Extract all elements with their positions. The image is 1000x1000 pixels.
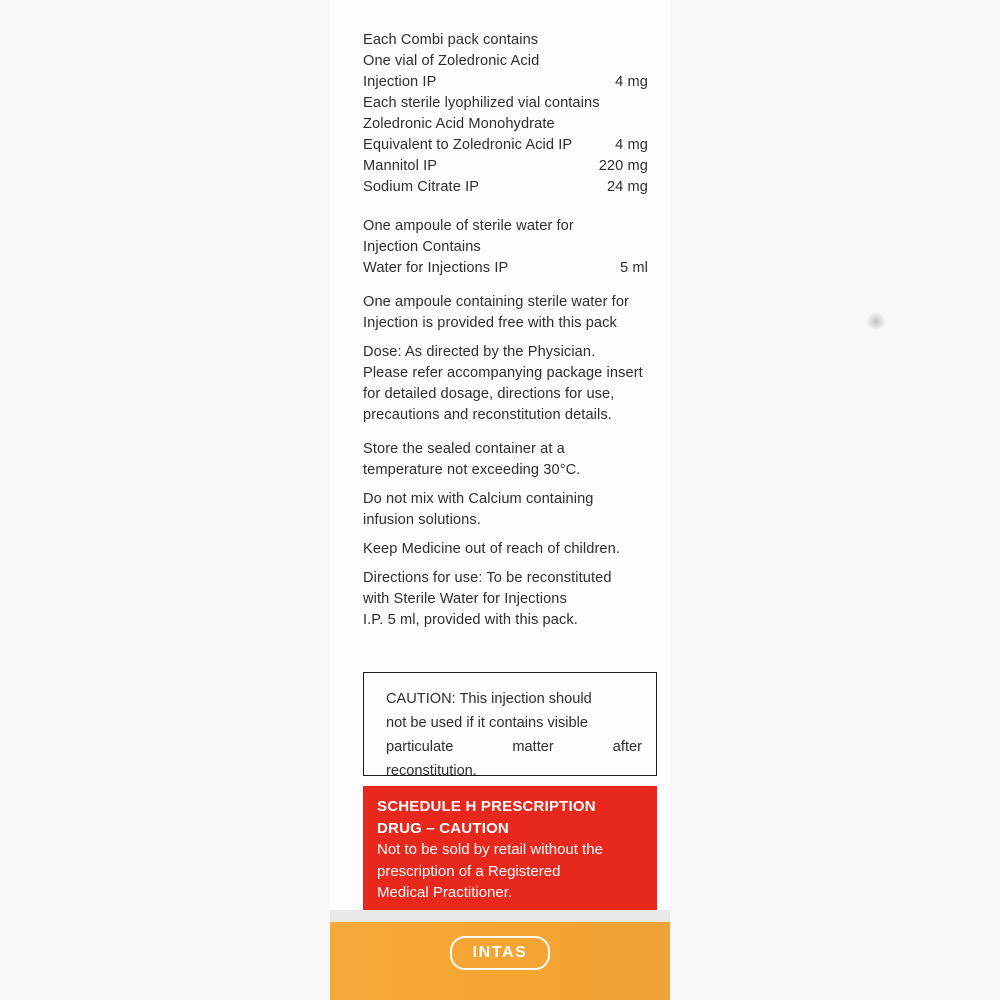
storage-line-1: Store the sealed container at a — [363, 441, 565, 457]
ingredient-row — [363, 135, 648, 156]
intas-logo: INTAS — [450, 936, 550, 970]
ingredient-row — [363, 177, 648, 198]
composition-block — [363, 30, 648, 198]
mixing-warning-line-2: infusion solutions. — [363, 512, 481, 528]
ampoule-block — [363, 216, 648, 279]
free-ampoule-block — [363, 292, 648, 334]
water-quantity-value: 5 ml — [620, 260, 648, 276]
ingredient-value: 220 mg — [598, 158, 648, 174]
carton-bottom-seam — [330, 910, 670, 922]
sterile-vial-line: Each sterile lyophilized vial contains — [363, 95, 600, 111]
dose-line-3: for detailed dosage, directions for use, — [363, 386, 615, 402]
vial-quantity-row — [363, 72, 648, 93]
vial-line: One vial of Zoledronic Acid — [363, 53, 540, 69]
caution-line-3-word-3: after — [612, 739, 642, 755]
schedule-h-heading-line-1: SCHEDULE H PRESCRIPTION — [377, 798, 596, 815]
ingredient-label: Sodium Citrate IP — [363, 179, 480, 195]
ingredient-label: Equivalent to Zoledronic Acid IP — [363, 137, 573, 153]
surface-smudge — [867, 312, 885, 330]
ingredient-label: Mannitol IP — [363, 158, 438, 174]
mixing-warning-block — [363, 489, 648, 531]
free-ampoule-line-1: One ampoule containing sterile water for — [363, 294, 630, 310]
caution-line-1: CAUTION: This injection should — [386, 691, 592, 707]
caution-line-3 — [386, 735, 642, 759]
ingredient-row — [363, 156, 648, 177]
vial-quantity-label: Injection IP — [363, 74, 437, 90]
caution-line-4: reconstitution. — [386, 763, 477, 779]
dose-line-2: Please refer accompanying package insert — [363, 365, 643, 381]
storage-block — [363, 439, 648, 481]
children-warning-line: Keep Medicine out of reach of children. — [363, 541, 621, 557]
storage-line-2: temperature not exceeding 30°C. — [363, 462, 581, 478]
vial-quantity-value: 4 mg — [615, 74, 648, 90]
directions-line-1: Directions for use: To be reconstituted — [363, 570, 612, 586]
schedule-h-body-line-3: Medical Practitioner. — [377, 884, 513, 901]
ampoule-line-1: One ampoule of sterile water for — [363, 218, 574, 234]
schedule-h-body-line-1: Not to be sold by retail without the — [377, 841, 603, 858]
label-text-column — [363, 30, 648, 631]
composition-heading: Each Combi pack contains — [363, 32, 539, 48]
children-warning-block — [363, 539, 648, 560]
directions-line-2: with Sterile Water for Injections — [363, 591, 567, 607]
caution-line-3-word-2: matter — [512, 739, 554, 755]
free-ampoule-line-2: Injection is provided free with this pack — [363, 315, 617, 331]
ingredient-value: 24 mg — [606, 179, 648, 195]
directions-line-3: I.P. 5 ml, provided with this pack. — [363, 612, 578, 628]
schedule-h-heading-line-2: DRUG – CAUTION — [377, 819, 509, 837]
mixing-warning-line-1: Do not mix with Calcium containing — [363, 491, 594, 507]
ingredient-value: 4 mg — [615, 137, 648, 153]
water-quantity-row — [363, 258, 648, 279]
directions-block — [363, 568, 648, 631]
schedule-h-body-line-2: prescription of a Registered — [377, 862, 561, 880]
dose-line-1: Dose: As directed by the Physician. — [363, 344, 596, 360]
caution-box — [363, 672, 657, 779]
carton-face — [330, 0, 670, 1000]
dose-line-4: precautions and reconstitution details. — [363, 407, 612, 423]
caution-line-2: not be used if it contains visible — [386, 715, 588, 731]
monohydrate-line: Zoledronic Acid Monohydrate — [363, 116, 555, 132]
caution-line-3-word-1: particulate — [386, 739, 454, 755]
water-quantity-label: Water for Injections IP — [363, 260, 509, 276]
dose-block — [363, 342, 648, 426]
schedule-h-panel — [363, 786, 657, 910]
ampoule-line-2: Injection Contains — [363, 239, 481, 255]
